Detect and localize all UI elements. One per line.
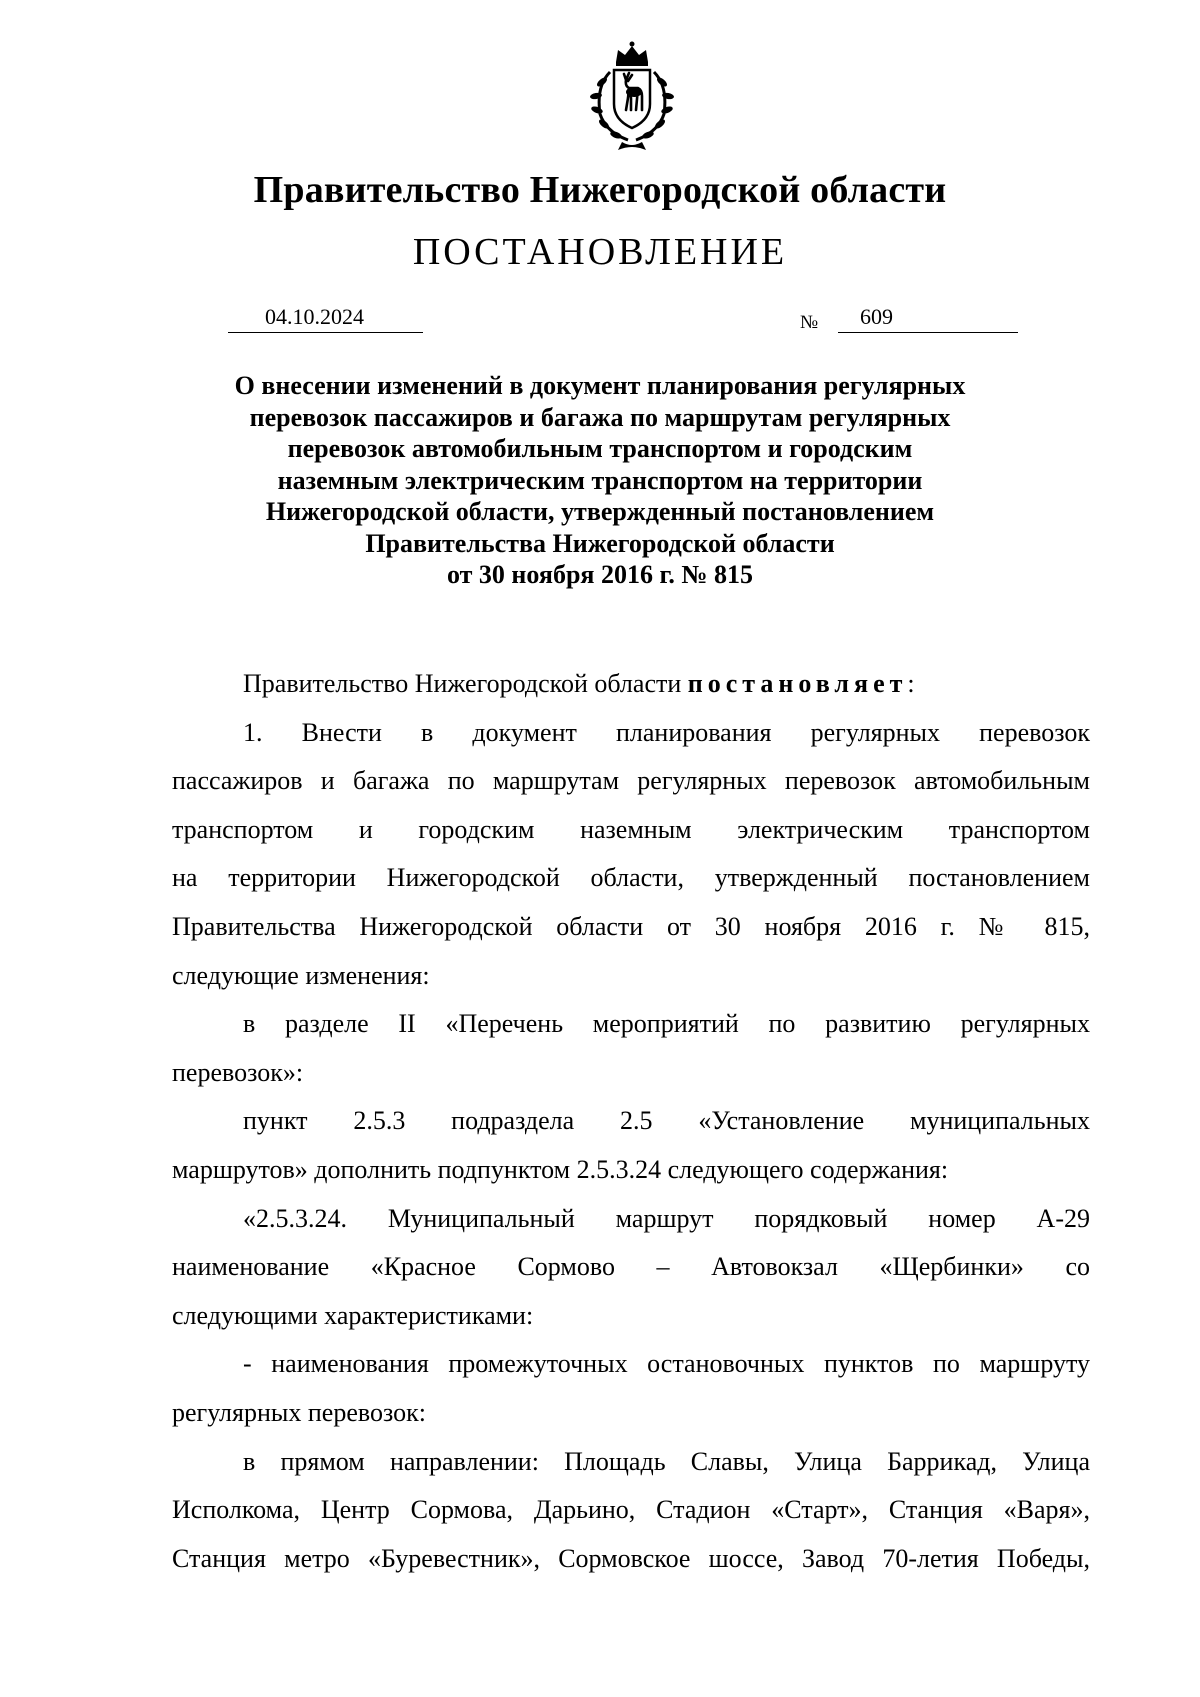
paragraph-2: [172, 1000, 1090, 1097]
paragraph-6: [172, 1438, 1090, 1584]
decree-number-field: [838, 302, 1018, 333]
paragraph-line: регулярных перевозок:: [172, 1397, 426, 1427]
subject-line: перевозок автомобильным транспортом и городским: [287, 434, 913, 463]
paragraph-line: Исполкома, Центр Сормова, Дарьино, Стадион «Старт», Станция «Варя»,: [172, 1495, 1090, 1525]
intro-line: [172, 660, 1090, 709]
paragraph-5: [172, 1340, 1090, 1437]
paragraph-line: следующими характеристиками:: [172, 1300, 534, 1330]
subject-line: от 30 ноября 2016 г. № 815: [446, 560, 753, 589]
paragraph-line: перевозок»:: [172, 1057, 304, 1087]
paragraph-3: [172, 1097, 1090, 1194]
document-type-heading: ПОСТАНОВЛЕНИЕ: [412, 231, 788, 273]
subject-line: перевозок пассажиров и багажа по маршрутам регулярных: [249, 402, 951, 432]
intro-emphasis: постановляет: [687, 669, 908, 698]
decree-number: 609: [860, 304, 893, 329]
paragraph-line: «2.5.3.24. Муниципальный маршрут порядковый номер А-29: [243, 1203, 1090, 1233]
paragraph-line: Станция метро «Буревестник», Сормовское шоссе, Завод 70-летия Победы,: [172, 1543, 1090, 1573]
decree-number-label: №: [800, 312, 819, 333]
coat-of-arms-emblem: [582, 40, 682, 152]
intro-prefix: Правительство Нижегородской области: [243, 669, 688, 698]
decree-date-field: [228, 302, 423, 333]
paragraph-line: пункт 2.5.3 подраздела 2.5 «Установление муниципальных: [243, 1106, 1090, 1136]
government-title: Правительство Нижегородской области: [253, 169, 947, 211]
paragraph-line: следующие изменения:: [172, 960, 430, 990]
decree-date: 04.10.2024: [265, 304, 364, 329]
decree-subject-heading: [180, 370, 1020, 591]
paragraph-4: [172, 1195, 1090, 1341]
paragraph-line: 1. Внести в документ планирования регулярных перевозок: [243, 717, 1090, 747]
paragraph-line: транспортом и городским наземным электрическим транспортом: [172, 814, 1090, 844]
decree-body: [172, 660, 1090, 1583]
paragraph-line: наименование «Красное Сормово – Автовокзал «Щербинки» со: [172, 1252, 1090, 1282]
paragraph-line: в прямом направлении: Площадь Славы, Улица Баррикад, Улица: [243, 1446, 1090, 1476]
paragraph-line: на территории Нижегородской области, утвержденный постановлением: [172, 863, 1090, 893]
paragraph-line: - наименования промежуточных остановочных пунктов по маршруту: [243, 1349, 1090, 1379]
intro-paragraph: [172, 660, 1090, 709]
paragraph-line: Правительства Нижегородской области от 30 ноября 2016 г. № 815,: [172, 911, 1090, 941]
paragraph-line: маршрутов» дополнить подпунктом 2.5.3.24 следующего содержания:: [172, 1154, 949, 1184]
subject-line: Нижегородской области, утвержденный постановлением: [265, 497, 935, 526]
subject-line: Правительства Нижегородской области: [365, 528, 835, 558]
paragraph-line: в разделе II «Перечень мероприятий по развитию регулярных: [243, 1009, 1090, 1039]
subject-line: О внесении изменений в документ планирования регулярных: [234, 371, 966, 400]
intro-suffix: :: [907, 669, 915, 698]
subject-line: наземным электрическим транспортом на территории: [277, 465, 923, 495]
paragraph-line: пассажиров и багажа по маршрутам регулярных перевозок автомобильным: [172, 766, 1090, 796]
paragraph-1: [172, 709, 1090, 1001]
